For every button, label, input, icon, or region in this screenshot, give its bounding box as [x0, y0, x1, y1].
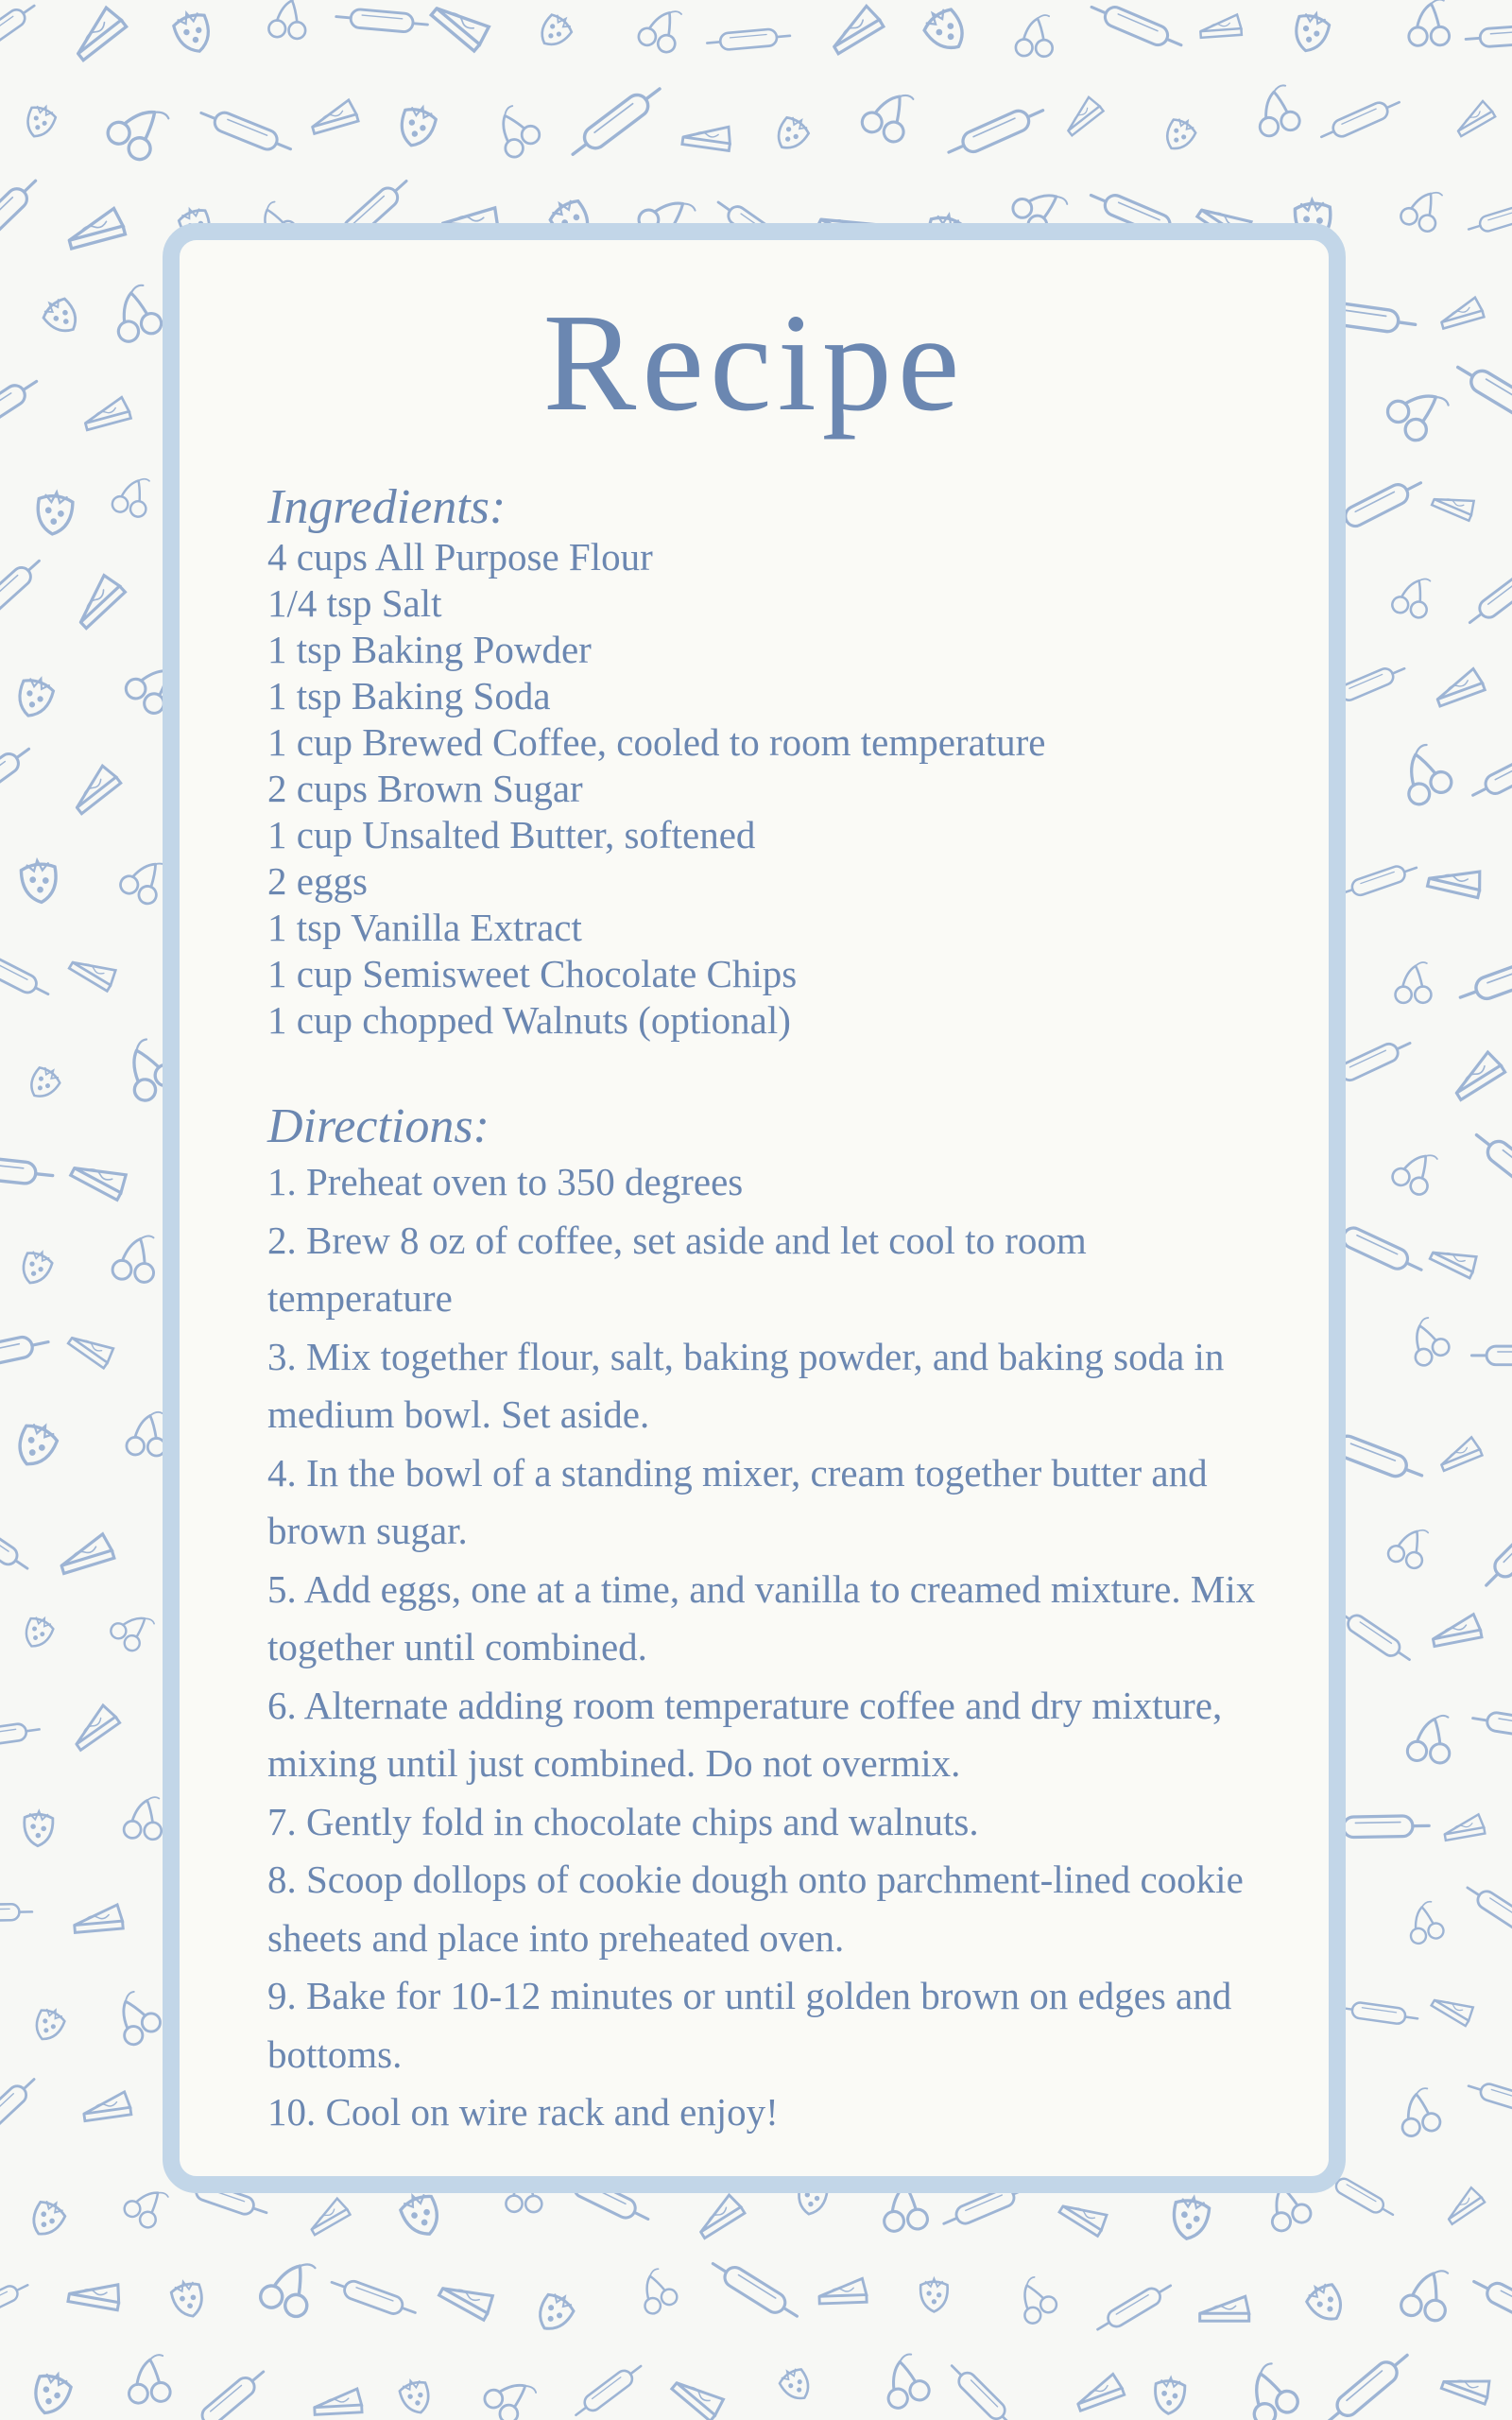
strawberry-icon	[17, 1247, 55, 1288]
strawberry-icon	[920, 2278, 948, 2311]
cherry-icon	[126, 1412, 166, 1458]
rolling-pin-icon	[0, 1904, 32, 1921]
cherry-icon	[859, 84, 916, 145]
pie-slice-icon	[73, 1905, 123, 1933]
ingredient-item: 1/4 tsp Salt	[267, 581, 442, 625]
cherry-icon	[1248, 84, 1302, 141]
strawberry-icon	[397, 2188, 445, 2240]
rolling-pin-icon	[0, 2278, 31, 2325]
ingredient-item: 1 cup chopped Walnuts (optional)	[267, 998, 791, 1042]
pie-slice-icon	[1428, 861, 1484, 898]
pie-slice-icon	[69, 949, 118, 991]
ingredient-item: 1 tsp Vanilla Extract	[267, 906, 582, 949]
rolling-pin-icon	[1465, 24, 1512, 48]
directions-section	[267, 1100, 1272, 2142]
rolling-pin-icon	[1479, 1505, 1512, 1592]
strawberry-icon	[532, 2289, 578, 2337]
cherry-icon	[480, 2367, 539, 2420]
ingredient-item: 2 cups Brown Sugar	[267, 767, 583, 810]
rolling-pin-icon	[0, 174, 43, 258]
cherry-icon	[1389, 742, 1455, 809]
strawberry-icon	[1160, 114, 1199, 155]
cherry-icon	[268, 0, 305, 39]
recipe-card	[163, 223, 1346, 2193]
strawberry-icon	[171, 8, 215, 57]
rolling-pin-icon	[1318, 95, 1403, 145]
pie-slice-icon	[1452, 99, 1495, 136]
strawberry-icon	[1170, 2194, 1211, 2241]
direction-list	[267, 1153, 1272, 2142]
pie-slice-icon	[825, 4, 884, 54]
pie-slice-icon	[81, 2091, 130, 2120]
rolling-pin-icon	[1471, 1709, 1512, 1741]
pie-slice-icon	[1436, 1436, 1483, 1471]
rolling-pin-icon	[1471, 1346, 1512, 1365]
rolling-pin-icon	[571, 2360, 645, 2420]
cherry-icon	[104, 284, 164, 347]
strawberry-icon	[1154, 2377, 1186, 2414]
cherry-icon	[1400, 2267, 1450, 2322]
pie-slice-icon	[1447, 1050, 1504, 1100]
pie-slice-icon	[1441, 2366, 1492, 2404]
page-title: Recipe	[542, 285, 966, 441]
cherry-icon	[1234, 2361, 1302, 2420]
rolling-pin-icon	[0, 373, 42, 444]
cherry-icon	[124, 2354, 172, 2406]
pie-slice-icon	[1432, 667, 1485, 706]
cherry-icon	[1405, 0, 1450, 48]
rolling-pin-icon	[0, 2073, 40, 2147]
rolling-pin-icon	[1463, 1880, 1512, 1943]
strawberry-icon	[30, 2004, 67, 2044]
rolling-pin-icon	[708, 2256, 802, 2325]
pie-slice-icon	[682, 121, 732, 151]
cherry-icon	[1391, 574, 1433, 618]
strawberry-icon	[1302, 2278, 1349, 2327]
strawberry-icon	[35, 491, 74, 536]
rolling-pin-icon	[1467, 199, 1512, 236]
rolling-pin-icon	[1339, 2000, 1419, 2027]
ingredient-item: 2 eggs	[267, 859, 368, 903]
cherry-icon	[1393, 962, 1432, 1006]
strawberry-icon	[396, 102, 438, 150]
strawberry-icon	[919, 3, 971, 58]
ingredient-item: 1 cup Brewed Coffee, cooled to room temperature	[267, 720, 1046, 764]
ingredients-section	[267, 481, 1272, 1044]
ingredient-list	[267, 534, 1272, 1044]
rolling-pin-icon	[1469, 2273, 1512, 2337]
rolling-pin-icon	[0, 554, 45, 629]
pie-slice-icon	[1441, 2186, 1485, 2224]
pie-slice-icon	[1199, 14, 1242, 38]
cherry-icon	[485, 104, 542, 163]
pie-slice-icon	[66, 764, 121, 814]
strawberry-icon	[26, 2196, 69, 2241]
pie-slice-icon	[66, 5, 126, 60]
pie-slice-icon	[672, 2370, 727, 2420]
direction-step: 5. Add eggs, one at a time, and vanilla to creamed mixture. Mix together until combined.	[267, 1566, 1256, 1668]
cherry-icon	[636, 4, 683, 54]
ingredient-item: 1 cup Semisweet Chocolate Chips	[267, 952, 798, 995]
rolling-pin-icon	[1466, 2078, 1512, 2118]
rolling-pin-icon	[335, 8, 428, 34]
cherry-icon	[112, 1235, 156, 1283]
rolling-pin-icon	[1465, 560, 1512, 630]
rolling-pin-icon	[1093, 2278, 1175, 2337]
strawberry-icon	[24, 1810, 53, 1846]
direction-step: 10. Cool on wire rack and enjoy!	[267, 2090, 779, 2134]
rolling-pin-icon	[1469, 1127, 1512, 1210]
pie-slice-icon	[81, 396, 130, 429]
pie-slice-icon	[1059, 2193, 1109, 2237]
strawberry-icon	[398, 2377, 434, 2417]
rolling-pin-icon	[1469, 743, 1512, 804]
cherry-icon	[111, 475, 151, 518]
cherry-icon	[1407, 1715, 1450, 1763]
strawberry-icon	[534, 9, 576, 52]
pie-slice-icon	[68, 573, 125, 629]
pie-slice-icon	[431, 0, 491, 51]
direction-step: 9. Bake for 10-12 minutes or until golden brown on edges and bottoms.	[267, 1974, 1232, 2076]
rolling-pin-icon	[946, 2360, 1018, 2420]
pie-slice-icon	[1073, 2373, 1125, 2411]
direction-step: 6. Alternate adding room temperature coffee and dry mixture, mixing until just combined. Do not overmix.	[267, 1683, 1223, 1785]
ingredients-heading: Ingredients:	[267, 480, 507, 534]
pie-slice-icon	[71, 1152, 129, 1201]
cherry-icon	[104, 1989, 163, 2049]
rolling-pin-icon	[707, 27, 791, 51]
rolling-pin-icon	[1088, 0, 1185, 54]
ingredient-item: 1 tsp Baking Powder	[267, 628, 592, 671]
pie-slice-icon	[1430, 1238, 1479, 1278]
pie-slice-icon	[314, 2389, 362, 2415]
cherry-icon	[124, 1797, 162, 1840]
cherry-icon	[258, 2255, 318, 2319]
direction-step: 7. Gently fold in chocolate chips and walnuts.	[267, 1799, 979, 1843]
pie-slice-icon	[56, 1533, 113, 1574]
strawberry-icon	[29, 2369, 75, 2419]
ingredient-item: 1 cup Unsalted Butter, softened	[267, 813, 756, 856]
rolling-pin-icon	[1456, 950, 1512, 1008]
strawberry-icon	[39, 293, 84, 338]
rolling-pin-icon	[0, 1511, 32, 1576]
cherry-icon	[107, 1603, 156, 1653]
pie-slice-icon	[64, 207, 125, 249]
rolling-pin-icon	[0, 945, 52, 1002]
rolling-pin-icon	[1452, 358, 1512, 433]
strawberry-icon	[169, 2277, 207, 2320]
pie-slice-icon	[1437, 297, 1484, 329]
cherry-icon	[630, 2267, 679, 2318]
cherry-icon	[1382, 375, 1451, 445]
cherry-icon	[1399, 184, 1444, 233]
rolling-pin-icon	[198, 104, 294, 158]
direction-step: 8. Scoop dollops of cookie dough onto parchment-lined cookie sheets and place into preheated oven.	[267, 1858, 1244, 1960]
rolling-pin-icon	[0, 741, 34, 813]
ingredient-item: 4 cups All Purpose Flour	[267, 535, 653, 579]
cherry-icon	[1389, 1145, 1439, 1198]
pie-slice-icon	[818, 2278, 867, 2304]
pie-slice-icon	[1442, 1814, 1485, 1841]
strawberry-icon	[771, 112, 813, 155]
rolling-pin-icon	[0, 1721, 41, 1750]
pie-slice-icon	[1430, 1614, 1482, 1647]
strawberry-icon	[24, 1063, 63, 1103]
strawberry-icon	[13, 673, 56, 720]
rolling-pin-icon	[0, 1332, 50, 1374]
strawberry-icon	[11, 1418, 61, 1472]
pie-slice-icon	[1432, 487, 1477, 521]
strawberry-icon	[22, 102, 58, 142]
rolling-pin-icon	[1320, 2347, 1414, 2420]
rolling-pin-icon	[945, 101, 1047, 162]
cherry-icon	[1014, 15, 1053, 59]
pie-slice-icon	[68, 2276, 122, 2309]
cherry-icon	[1400, 1316, 1452, 1370]
cherry-icon	[874, 2352, 932, 2412]
pie-slice-icon	[308, 99, 358, 134]
pie-slice-icon	[1200, 2296, 1249, 2321]
cherry-icon	[103, 93, 172, 164]
pie-slice-icon	[692, 2193, 745, 2238]
pie-slice-icon	[1059, 95, 1103, 136]
rolling-pin-icon	[0, 0, 39, 60]
rolling-pin-icon	[1338, 860, 1419, 902]
direction-step: 4. In the bowl of a standing mixer, cream together butter and brown sugar.	[267, 1450, 1208, 1552]
direction-step: 2. Brew 8 oz of coffee, set aside and let cool to room temperature	[267, 1218, 1087, 1320]
directions-heading: Directions:	[267, 1099, 490, 1153]
direction-step: 3. Mix together flour, salt, baking powder, and baking soda in medium bowl. Set aside.	[267, 1334, 1225, 1436]
rolling-pin-icon	[566, 80, 666, 164]
cherry-icon	[121, 2179, 170, 2230]
pie-slice-icon	[68, 1325, 116, 1368]
cherry-icon	[1392, 2086, 1442, 2139]
cherry-icon	[1401, 1900, 1446, 1947]
cherry-icon	[1007, 2275, 1059, 2328]
cherry-icon	[1386, 1523, 1430, 1570]
pie-slice-icon	[67, 1703, 120, 1751]
pie-slice-icon	[1432, 1988, 1476, 2026]
strawberry-icon	[20, 1613, 56, 1651]
rolling-pin-icon	[329, 2273, 419, 2321]
strawberry-icon	[20, 858, 59, 904]
strawberry-icon	[1291, 9, 1332, 55]
pie-slice-icon	[304, 2197, 350, 2235]
rolling-pin-icon	[187, 2364, 269, 2420]
direction-step: 1. Preheat oven to 350 degrees	[267, 1160, 744, 1203]
ingredient-item: 1 tsp Baking Soda	[267, 674, 551, 717]
rolling-pin-icon	[0, 1154, 54, 1186]
strawberry-icon	[776, 2364, 816, 2406]
pie-slice-icon	[439, 2273, 496, 2320]
